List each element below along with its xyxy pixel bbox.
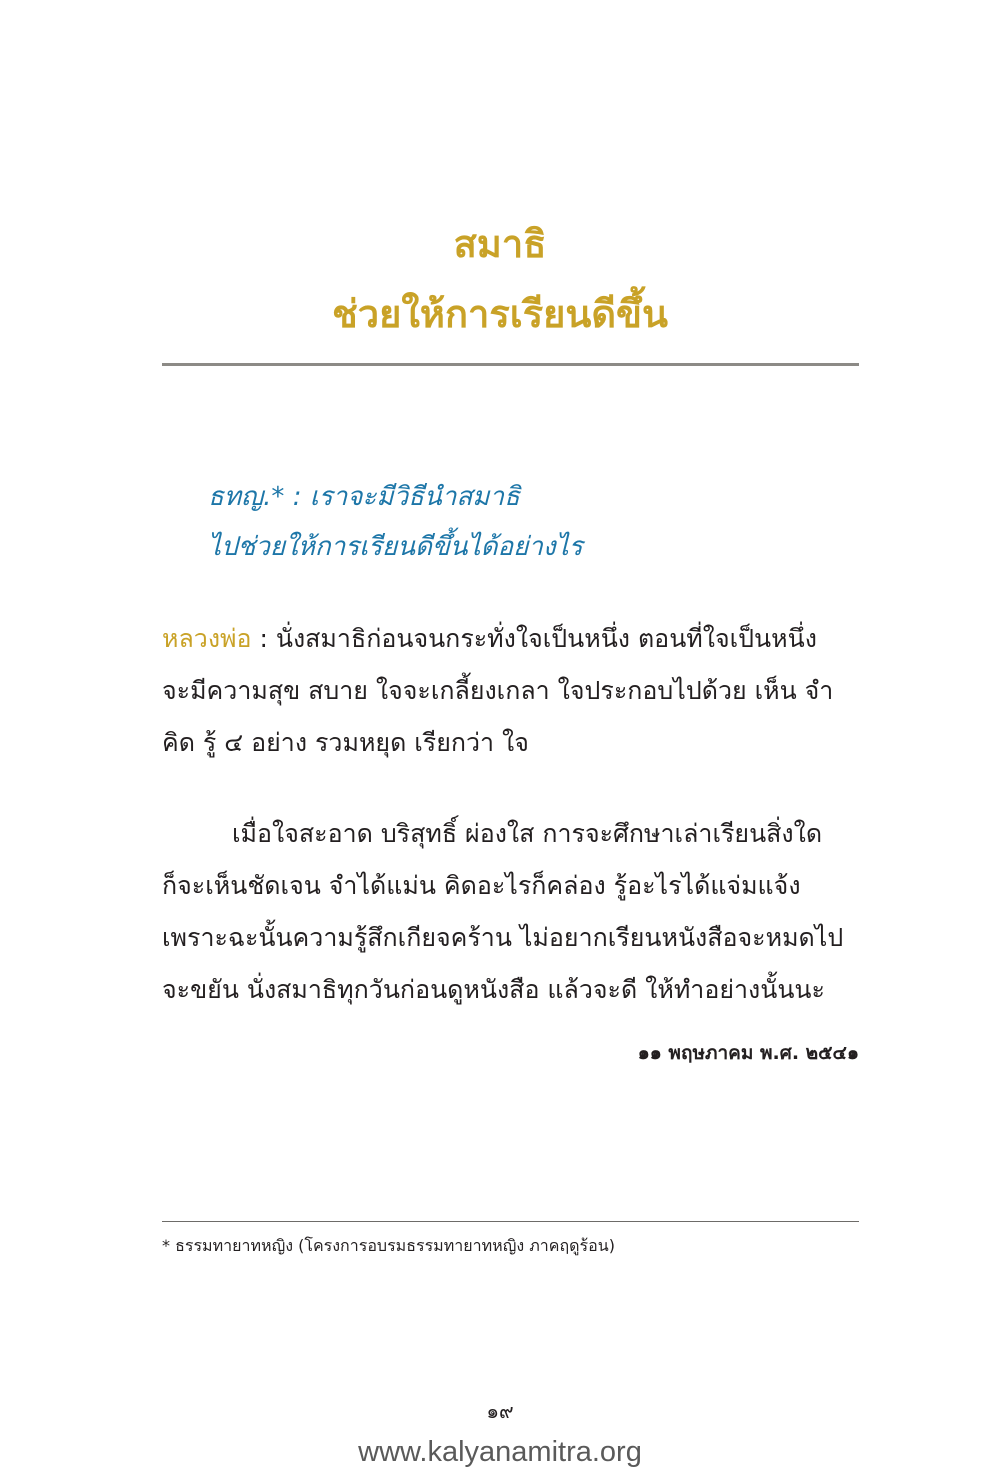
footnote: * ธรรมทายาทหญิง (โครงการอบรมธรรมทายาทหญิง ภาคฤดูร้อน) [162, 1236, 615, 1255]
page-title-line-1: สมาธิ [453, 222, 547, 266]
paragraph-2-line-2: ก็จะเห็นชัดเจน จำได้แม่น คิดอะไรก็คล่อง รู้อะไรได้แจ่มแจ้ง [162, 871, 801, 900]
question-line-1: ธทญ.* : เราจะมีวิธีนำสมาธิ [208, 482, 520, 512]
answer-line-1 [162, 613, 859, 665]
date-line: ๑๑ พฤษภาคม พ.ศ. ๒๕๔๑ [637, 1042, 859, 1064]
website-url: www.kalyanamitra.org [358, 1436, 642, 1468]
answer-speaker: หลวงพ่อ [162, 624, 252, 653]
question-line-2: ไปช่วยให้การเรียนดีขึ้นได้อย่างไร [208, 532, 583, 562]
footnote-divider [162, 1221, 859, 1222]
paragraph-2-line-1: เมื่อใจสะอาด บริสุทธิ์ ผ่องใส การจะศึกษาเล่าเรียนสิ่งใด [232, 819, 823, 848]
page-title-line-2: ช่วยให้การเรียนดีขึ้น [331, 292, 669, 336]
paragraph-2-line-4: จะขยัน นั่งสมาธิทุกวันก่อนดูหนังสือ แล้วจะดี ให้ทำอย่างนั้นนะ [162, 975, 825, 1004]
answer-line-3: คิด รู้ ๔ อย่าง รวมหยุด เรียกว่า ใจ [162, 728, 529, 757]
answer-line-1-text: นั่งสมาธิก่อนจนกระทั่งใจเป็นหนึ่ง ตอนที่ใจเป็นหนึ่ง [275, 624, 817, 653]
page-number: ๑๙ [486, 1399, 514, 1423]
answer-separator: : [251, 624, 276, 653]
title-divider [162, 363, 859, 366]
paragraph-2-line-3: เพราะฉะนั้นความรู้สึกเกียจคร้าน ไม่อยากเรียนหนังสือจะหมดไป [162, 923, 844, 952]
answer-line-2: จะมีความสุข สบาย ใจจะเกลี้ยงเกลา ใจประกอบไปด้วย เห็น จำ [162, 676, 834, 705]
